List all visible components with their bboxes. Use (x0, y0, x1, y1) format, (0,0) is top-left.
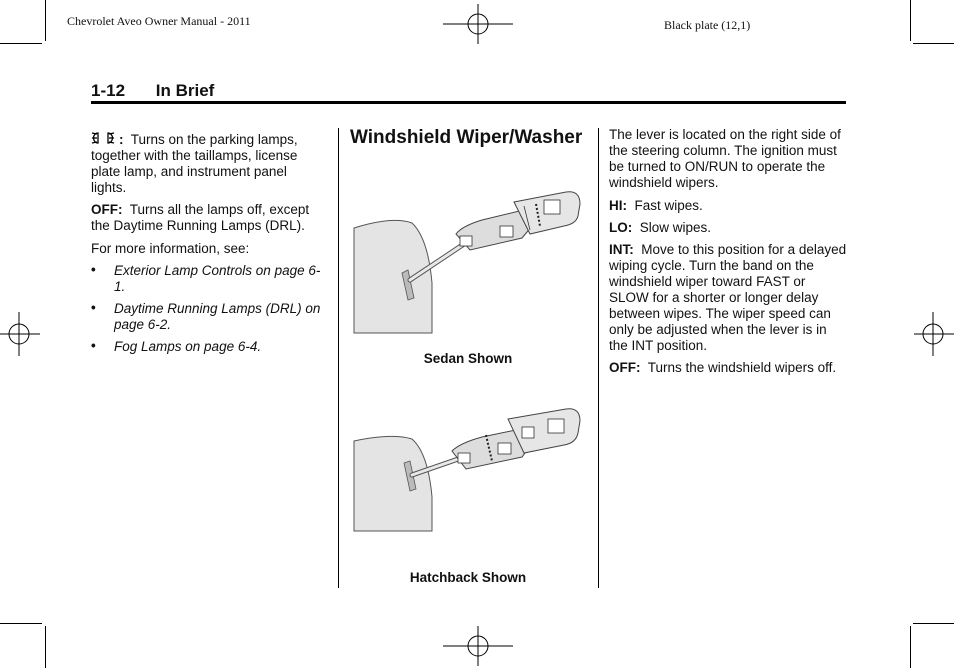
crop-mark (913, 623, 954, 624)
wiper-off-label: OFF: (609, 360, 641, 375)
lo-text: Slow wipes. (639, 220, 712, 235)
parking-lamps-paragraph (91, 131, 323, 196)
parking-lamp-icon (91, 131, 115, 145)
hatchback-caption: Hatchback Shown (409, 570, 527, 585)
off-label: OFF: (91, 202, 123, 217)
int-text: Move to this position for a delayed wiping cycle. Turn the band on the windshield wiper toward FAST or SLOW for a shorter or longer delay between wipes. The wiper speed can only be adjusted when the lever is in the INT position. (609, 242, 847, 353)
reference-list (91, 263, 323, 355)
hi-text: Fast wipes. (634, 198, 703, 213)
list-item: • Daytime Running Lamps (DRL) on page 6-2. (91, 300, 321, 332)
int-label: INT: (609, 242, 634, 257)
parking-text: Turns on the parking lamps, together with the taillamps, license plate lamp, and instrument panel lights. (91, 132, 298, 195)
crop-mark (913, 43, 954, 44)
registration-mark-left (0, 312, 40, 356)
section-rule (91, 101, 846, 104)
wiper-heading: Windshield Wiper/Washer (350, 127, 583, 148)
crop-mark (910, 626, 911, 668)
crop-mark (0, 43, 42, 44)
list-item: • Fog Lamps on page 6-4. (91, 338, 262, 354)
off-paragraph (91, 202, 323, 234)
registration-mark-bottom (443, 626, 513, 666)
reference-link[interactable]: Exterior Lamp Controls on page 6-1. (114, 263, 321, 294)
hi-label: HI: (609, 198, 627, 213)
sedan-caption: Sedan Shown (423, 351, 513, 366)
plate-label: Black plate (12,1) (664, 18, 751, 32)
page-number: 1-12 (91, 81, 126, 100)
crop-mark (45, 626, 46, 668)
hi-paragraph (609, 198, 847, 214)
crop-mark (0, 623, 42, 624)
crop-mark (910, 0, 911, 41)
crop-mark (45, 0, 46, 41)
registration-mark-right (914, 312, 954, 356)
section-header (91, 81, 214, 101)
list-item: • Exterior Lamp Controls on page 6-1. (91, 262, 321, 294)
manual-title: Chevrolet Aveo Owner Manual - 2011 (67, 14, 251, 28)
reference-link[interactable]: Daytime Running Lamps (DRL) on page 6-2. (114, 301, 321, 332)
lo-paragraph (609, 220, 847, 236)
lever-intro: The lever is located on the right side of the steering column. The ignition must be turned to ON/RUN to operate the windshield wipers. (609, 127, 841, 190)
section-title: In Brief (155, 81, 215, 100)
column-divider-left (338, 128, 339, 588)
hatchback-wiper-lever-illustration (352, 405, 582, 533)
left-column (91, 131, 323, 361)
lo-label: LO: (609, 220, 633, 235)
wiper-off-text: Turns the windshield wipers off. (647, 360, 837, 375)
right-column (609, 127, 847, 376)
more-info-text: For more information, see: (91, 241, 250, 256)
reference-link[interactable]: Fog Lamps on page 6-4. (114, 339, 262, 354)
registration-mark-top (443, 4, 513, 44)
column-divider-right (598, 128, 599, 588)
parking-colon: : (119, 132, 124, 147)
sedan-wiper-lever-illustration (352, 188, 582, 338)
off-text: Turns all the lamps off, except the Daytime Running Lamps (DRL). (91, 202, 310, 233)
int-paragraph (609, 242, 847, 354)
wiper-off-paragraph (609, 360, 847, 376)
